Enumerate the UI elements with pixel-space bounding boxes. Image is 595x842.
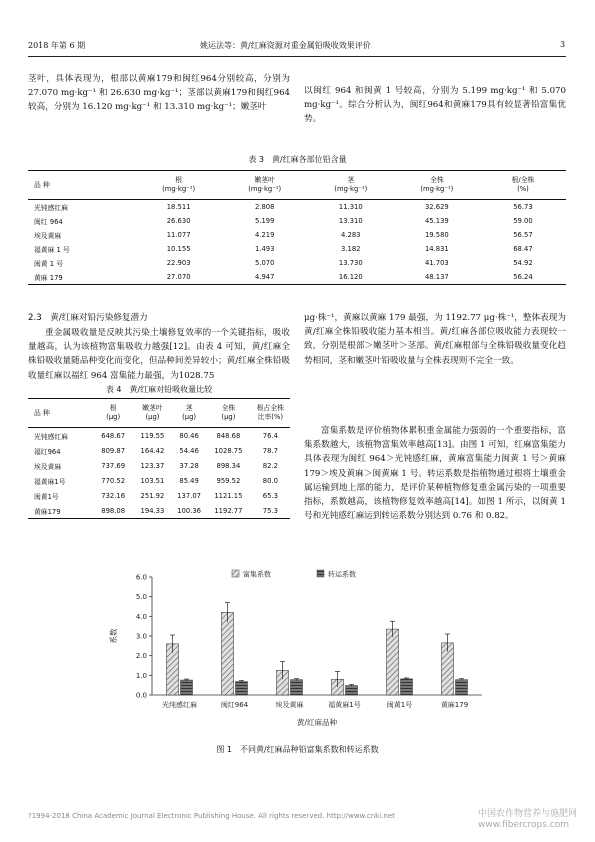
t3-cell: 48.137 bbox=[424, 273, 449, 281]
bar-transfer bbox=[181, 680, 193, 695]
copyright-footer: ?1994-2018 China Academic Journal Electronic Publishing House. All rights reserved. http://www.cnki.net bbox=[28, 812, 395, 820]
t4-header-cell bbox=[206, 399, 251, 428]
t4-header-cell bbox=[133, 399, 172, 428]
t3-cell: 22.903 bbox=[166, 259, 191, 267]
t3-header-cell bbox=[308, 171, 394, 200]
t4-header-cell bbox=[251, 399, 290, 428]
t3-cell: 光钝感红麻 bbox=[34, 204, 68, 212]
t4-header-cell bbox=[94, 399, 133, 428]
t4-cell: 103.51 bbox=[140, 476, 165, 485]
journal-issue: 2018 年第 6 期 bbox=[28, 41, 86, 50]
legend-swatch bbox=[317, 570, 324, 577]
t3-cell: 11.310 bbox=[338, 203, 363, 211]
t3-cell: 18.511 bbox=[166, 203, 191, 211]
t4-cell: 埃及黄麻 bbox=[34, 462, 62, 471]
t3-header-label: 根 bbox=[175, 176, 183, 184]
header-rule bbox=[28, 56, 566, 57]
t3-cell: 11.077 bbox=[166, 231, 191, 239]
t3-header-unit: (mg·kg⁻¹) bbox=[420, 185, 454, 193]
t4-cell: 1028.75 bbox=[214, 446, 243, 455]
t3-cell: 闽红 964 bbox=[34, 218, 63, 226]
t4-cell: 119.55 bbox=[140, 431, 165, 440]
t4-cell: 福黄麻1号 bbox=[34, 477, 66, 486]
bar-enrichment bbox=[387, 629, 399, 695]
t4-cell: 770.52 bbox=[101, 476, 126, 485]
t3-cell: 54.92 bbox=[513, 259, 533, 267]
t4-header-label: 根占全株 bbox=[256, 404, 284, 412]
t3-header-cell bbox=[222, 171, 308, 200]
t4-row bbox=[28, 443, 290, 458]
t3-header-cell bbox=[28, 171, 136, 200]
t3-cell: 埃及黄麻 bbox=[34, 232, 62, 240]
t3-cell: 56.73 bbox=[513, 203, 533, 211]
t3-cell: 32.629 bbox=[424, 203, 449, 211]
t4-cell: 光钝感红麻 bbox=[34, 432, 68, 441]
t3-cell: 闽黄 1 号 bbox=[34, 260, 64, 268]
t4-header-label: 嫩茎叶 bbox=[142, 404, 163, 412]
t3-header-cell bbox=[136, 171, 222, 200]
t3-header-label: 茎 bbox=[347, 176, 355, 184]
t3-header-unit: (mg·kg⁻¹) bbox=[334, 185, 368, 193]
x-tick-label: 埃及黄麻 bbox=[275, 701, 304, 709]
y-axis-label: 系数 bbox=[109, 628, 118, 644]
t4-header-unit: (μg) bbox=[221, 413, 236, 421]
legend-label: 富集系数 bbox=[243, 570, 271, 579]
t4-cell: 82.2 bbox=[262, 461, 278, 470]
legend-swatch bbox=[232, 570, 239, 577]
t3-row bbox=[28, 256, 566, 270]
t4-cell: 80.0 bbox=[262, 476, 278, 485]
t4-header-unit: (μg) bbox=[182, 413, 197, 421]
t4-header-unit: (μg) bbox=[145, 413, 160, 421]
table4-caption: 表 4 黄/红麻对铅吸收量比较 bbox=[105, 385, 213, 394]
t4-row bbox=[28, 428, 290, 444]
x-tick-label: 闽黄1号 bbox=[386, 701, 413, 709]
t3-cell: 福黄麻 1 号 bbox=[34, 246, 70, 254]
x-tick-label: 福黄麻1号 bbox=[328, 701, 361, 709]
table4 bbox=[28, 398, 290, 519]
t4-cell: 54.46 bbox=[179, 446, 199, 455]
t3-cell: 5.070 bbox=[254, 259, 275, 267]
t3-header-unit: (%) bbox=[517, 185, 529, 193]
t3-cell: 16.120 bbox=[338, 273, 363, 281]
t4-cell: 164.42 bbox=[140, 446, 165, 455]
t4-header-label: 茎 bbox=[185, 404, 193, 412]
t4-cell: 闽黄1号 bbox=[34, 492, 59, 501]
t3-header-unit: (mg·kg⁻¹) bbox=[162, 185, 196, 193]
t4-header-label: 品 种 bbox=[34, 408, 50, 417]
y-tick-label: 1.0 bbox=[135, 671, 147, 680]
t3-header-label: 全株 bbox=[430, 176, 444, 184]
y-tick-label: 2.0 bbox=[135, 652, 147, 661]
t4-header-cell bbox=[172, 399, 206, 428]
top-right-paragraph: 以闽红 964 和闽黄 1 号较高，分别为 5.199 mg·kg⁻¹ 和 5.070 mg·kg⁻¹。综合分析认为，闽红964和黄麻179具有较显著铅富集优势。 bbox=[304, 86, 566, 125]
figure1-caption: 图 1 不同黄/红麻品种铅富集系数和转运系数 bbox=[216, 745, 379, 754]
legend-label: 转运系数 bbox=[328, 570, 356, 579]
t3-row bbox=[28, 228, 566, 242]
section-paragraph: 重金属吸收量是反映其污染土壤修复效率的一个关键指标，吸收量越高，认为该植物富集吸收力越强[12]。由表 4 可知，黄/红麻全株铅吸收量随品种变化而变化，但品种间差异较小；黄/红麻全株铅吸收量红麻以福红 964 富集能力最强，为1028.75 bbox=[28, 328, 290, 381]
t3-row bbox=[28, 242, 566, 256]
t4-cell: 85.49 bbox=[179, 476, 199, 485]
t4-cell: 737.69 bbox=[101, 461, 126, 470]
t3-cell: 10.155 bbox=[166, 245, 191, 253]
table3 bbox=[28, 170, 566, 285]
t4-cell: 898.34 bbox=[216, 461, 241, 470]
t4-cell: 137.07 bbox=[177, 491, 202, 500]
t4-row bbox=[28, 458, 290, 473]
t4-header-cell bbox=[28, 399, 94, 428]
t3-cell: 19.580 bbox=[424, 231, 449, 239]
t3-header-label: 嫩茎叶 bbox=[254, 176, 275, 184]
t4-cell: 732.16 bbox=[101, 491, 126, 500]
t3-header-label: 品 种 bbox=[34, 180, 50, 189]
bar-transfer bbox=[401, 679, 413, 695]
t3-cell: 13.310 bbox=[338, 217, 363, 225]
t3-cell: 4.283 bbox=[341, 231, 361, 239]
t3-row bbox=[28, 270, 566, 285]
t3-cell: 41.703 bbox=[424, 259, 449, 267]
t4-cell: 100.36 bbox=[177, 506, 202, 515]
t3-header-label: 根/全株 bbox=[511, 176, 535, 184]
y-tick-label: 4.0 bbox=[135, 612, 147, 621]
t4-cell: 75.3 bbox=[262, 506, 278, 515]
y-tick-label: 6.0 bbox=[135, 573, 147, 582]
y-tick-label: 5.0 bbox=[135, 593, 147, 602]
t4-cell: 福红964 bbox=[34, 447, 61, 456]
bar-transfer bbox=[291, 680, 303, 695]
t3-cell: 5.199 bbox=[254, 217, 275, 225]
t4-cell: 黄麻179 bbox=[34, 507, 61, 516]
x-tick-label: 闽红964 bbox=[220, 701, 249, 709]
running-title: 姚运法等：黄/红麻资源对重金属铅吸收效果评价 bbox=[200, 41, 371, 50]
bar-transfer bbox=[346, 686, 358, 695]
t4-cell: 37.28 bbox=[179, 461, 199, 470]
t4-cell: 123.37 bbox=[140, 461, 165, 470]
t3-header-unit: (mg·kg⁻¹) bbox=[248, 185, 282, 193]
t4-cell: 848.68 bbox=[216, 431, 241, 440]
t4-cell: 648.67 bbox=[101, 431, 126, 440]
t4-cell: 251.92 bbox=[140, 491, 165, 500]
t4-header-label: 根 bbox=[109, 404, 117, 412]
figure1-chart bbox=[100, 565, 520, 735]
t3-cell: 56.24 bbox=[513, 273, 533, 281]
t3-cell: 4.219 bbox=[254, 231, 275, 239]
t4-header-label: 全株 bbox=[221, 404, 236, 412]
t3-header-cell bbox=[480, 171, 566, 200]
t3-cell: 26.630 bbox=[166, 217, 191, 225]
t3-header-cell bbox=[394, 171, 480, 200]
t4-row bbox=[28, 503, 290, 519]
right-paragraph-1: μg·株⁻¹，黄麻以黄麻 179 最强，为 1192.77 μg·株⁻¹，整体表现为黄/红麻全株铅吸收能力基本相当。黄/红麻各部位吸收能力表现较一致，分别是根部＞嫩茎叶＞茎部。黄/红麻根部与全株铅吸收量变化趋势相同，茎和嫩茎叶铅吸收量与全株表现则不完全一致。 bbox=[304, 313, 566, 366]
t3-cell: 45.139 bbox=[424, 217, 449, 225]
y-tick-label: 0.0 bbox=[135, 691, 147, 700]
t4-cell: 76.4 bbox=[262, 431, 278, 440]
t3-cell: 59.00 bbox=[513, 217, 533, 225]
watermark-cn: 中国农作物营养与施肥网 bbox=[478, 809, 578, 819]
t4-cell: 1192.77 bbox=[214, 506, 243, 515]
t4-cell: 898.08 bbox=[101, 506, 126, 515]
t4-cell: 959.52 bbox=[216, 476, 241, 485]
t4-header-unit: 比率(%) bbox=[257, 413, 284, 421]
t3-row bbox=[28, 200, 566, 215]
t4-row bbox=[28, 488, 290, 503]
t3-row bbox=[28, 214, 566, 228]
x-axis-label: 黄/红麻品种 bbox=[296, 718, 338, 727]
t4-header-unit: (μg) bbox=[106, 413, 121, 421]
x-tick-label: 光纯感红麻 bbox=[162, 701, 197, 709]
table3-caption: 表 3 黄/红麻各部位铅含量 bbox=[248, 155, 347, 164]
t3-cell: 1.493 bbox=[254, 245, 275, 253]
bar-enrichment bbox=[222, 612, 234, 695]
page-number: 3 bbox=[560, 40, 566, 49]
t3-cell: 2.808 bbox=[254, 203, 275, 211]
t3-cell: 4.947 bbox=[254, 273, 275, 281]
t3-cell: 56.57 bbox=[513, 231, 533, 239]
t4-cell: 78.7 bbox=[262, 446, 278, 455]
t4-cell: 194.33 bbox=[140, 506, 165, 515]
t3-cell: 黄麻 179 bbox=[34, 274, 63, 282]
bar-transfer bbox=[236, 682, 248, 695]
t4-cell: 1121.15 bbox=[214, 491, 243, 500]
t4-row bbox=[28, 473, 290, 488]
t4-cell: 65.3 bbox=[262, 491, 278, 500]
right-paragraph-2: 富集系数是评价植物体累积重金属能力强弱的一个重要指标，富集系数越大，该植物富集效率越高[13]。由图 1 可知，红麻富集能力具体表现为闽红 964＞光钝感红麻，黄麻富集能力闽黄 1 号＞黄麻 179＞埃及黄麻＞闽黄麻 1 号。转运系数是指植物通过根将土壤重金属运输到地上部的能力，是评价某种植物修复重金属污染的一项重要指标，系数越高，该植物修复效率越高[14]。如图 1 所示，以闽黄 1 号和光钝感红麻运到转运系数分别达到 0.76 和 0.82。 bbox=[304, 426, 566, 522]
t3-cell: 3.182 bbox=[341, 245, 361, 253]
t4-cell: 809.87 bbox=[101, 446, 126, 455]
y-tick-label: 3.0 bbox=[135, 632, 147, 641]
t3-cell: 14.831 bbox=[424, 245, 449, 253]
t3-cell: 13.730 bbox=[338, 259, 363, 267]
bar-transfer bbox=[456, 680, 468, 695]
watermark-url: www.fibercrops.com bbox=[478, 820, 569, 830]
top-left-paragraph: 茎叶，具体表现为，根部以黄麻179和闽红964分别较高，分别为 27.070 mg·kg⁻¹ 和 26.630 mg·kg⁻¹；茎部以黄麻179和闽红964较高，分别为 16.120 mg·kg⁻¹ 和 13.310 mg·kg⁻¹；嫩茎叶 bbox=[28, 74, 290, 113]
t4-cell: 80.46 bbox=[179, 431, 199, 440]
x-tick-label: 黄麻179 bbox=[440, 701, 469, 709]
t3-cell: 27.070 bbox=[166, 273, 191, 281]
section-heading: 2.3 黄/红麻对铅污染修复潜力 bbox=[28, 313, 148, 323]
t3-cell: 68.47 bbox=[513, 245, 533, 253]
